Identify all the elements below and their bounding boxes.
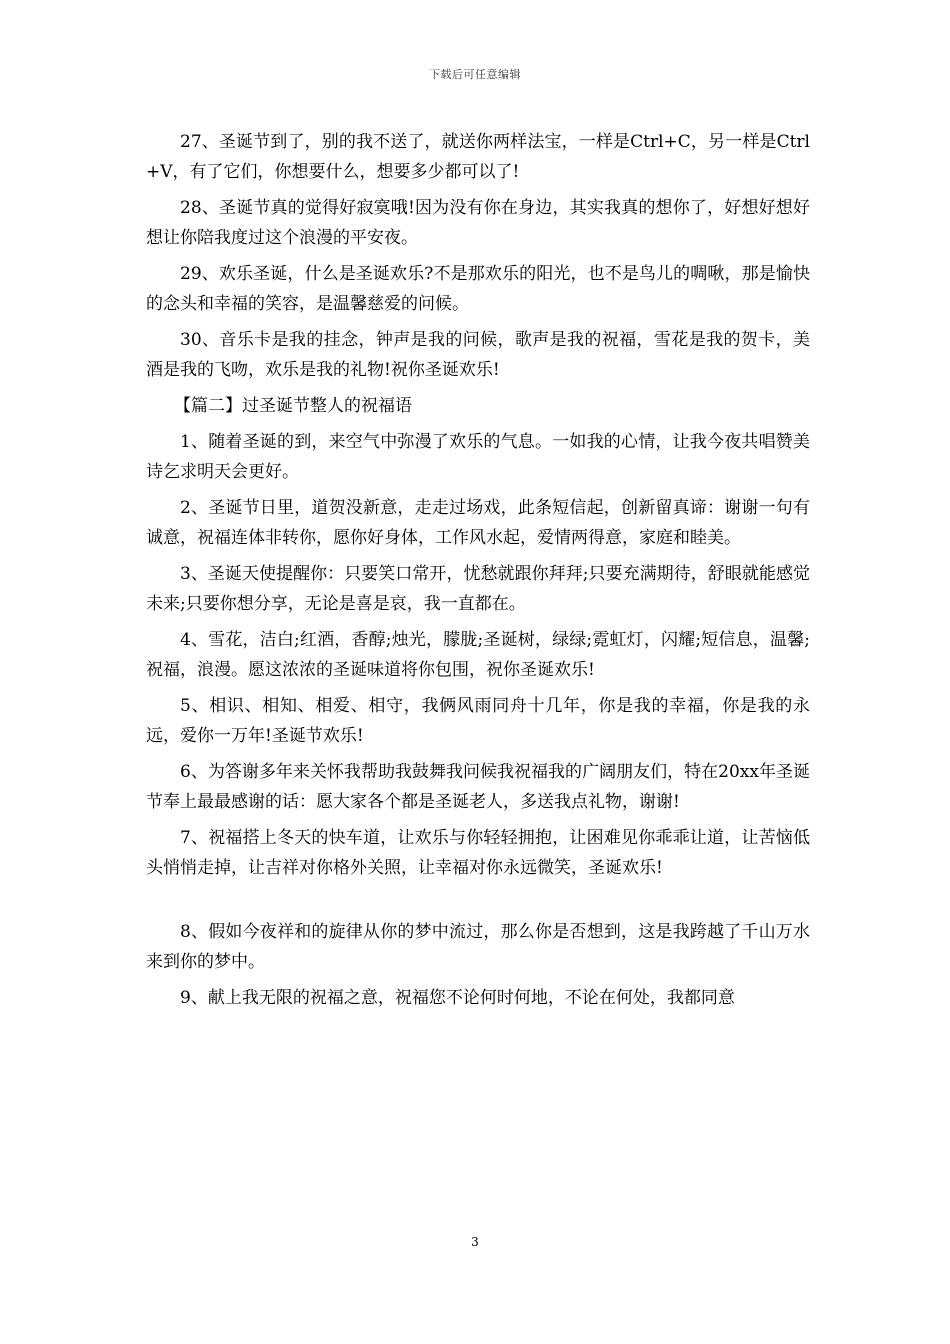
paragraph-7: 7、祝福搭上冬天的快车道，让欢乐与你轻轻拥抱，让困难见你乖乖让道，让苦恼低头悄悄走掉，让吉祥对你格外关照，让幸福对你永远微笑，圣诞欢乐! — [146, 828, 810, 878]
paragraph-29: 29、欢乐圣诞，什么是圣诞欢乐?不是那欢乐的阳光，也不是鸟儿的啁啾，那是愉快的念头和幸福的笑容，是温馨慈爱的问候。 — [146, 264, 810, 314]
paragraph-30: 30、音乐卡是我的挂念，钟声是我的问候，歌声是我的祝福，雪花是我的贺卡，美酒是我的飞吻，欢乐是我的礼物!祝你圣诞欢乐! — [146, 330, 810, 380]
paragraph-2: 2、圣诞节日里，道贺没新意，走走过场戏，此条短信起，创新留真谛：谢谢一句有诚意，祝福连体非转你，愿你好身体，工作风水起，爱情两得意，家庭和睦美。 — [146, 498, 810, 548]
paragraph-9: 9、献上我无限的祝福之意，祝福您不论何时何地，不论在何处，我都同意 — [180, 988, 735, 1008]
document-body — [146, 127, 810, 1019]
paragraph-1: 1、随着圣诞的到，来空气中弥漫了欢乐的气息。一如我的心情，让我今夜共唱赞美诗乞求明天会更好。 — [146, 432, 810, 482]
section-heading: 【篇二】过圣诞节整人的祝福语 — [174, 396, 412, 416]
paragraph-27: 27、圣诞节到了，别的我不送了，就送你两样法宝，一样是Ctrl+C，另一样是Ctrl+V，有了它们，你想要什么，想要多少都可以了! — [146, 132, 810, 182]
page-header: 下载后可任意编辑 — [429, 68, 521, 81]
paragraph-5: 5、相识、相知、相爱、相守，我俩风雨同舟十几年，你是我的幸福，你是我的永远，爱你一万年!圣诞节欢乐! — [146, 696, 810, 746]
paragraph-8: 8、假如今夜祥和的旋律从你的梦中流过，那么你是否想到，这是我跨越了千山万水来到你的梦中。 — [146, 922, 810, 972]
paragraph-3: 3、圣诞天使提醒你：只要笑口常开，忧愁就跟你拜拜;只要充满期待，舒眼就能感觉未来;只要你想分享，无论是喜是哀，我一直都在。 — [146, 564, 810, 614]
paragraph-4: 4、雪花，洁白;红酒，香醇;烛光，朦胧;圣诞树，绿绿;霓虹灯，闪耀;短信息，温馨;祝福，浪漫。愿这浓浓的圣诞味道将你包围，祝你圣诞欢乐! — [146, 630, 810, 680]
paragraph-28: 28、圣诞节真的觉得好寂寞哦!因为没有你在身边，其实我真的想你了，好想好想好想让你陪我度过这个浪漫的平安夜。 — [146, 198, 810, 248]
page-number: 3 — [471, 1235, 479, 1249]
paragraph-6: 6、为答谢多年来关怀我帮助我鼓舞我问候我祝福我的广阔朋友们，特在20xx年圣诞节奉上最最感谢的话：愿大家各个都是圣诞老人，多送我点礼物，谢谢! — [146, 762, 810, 812]
